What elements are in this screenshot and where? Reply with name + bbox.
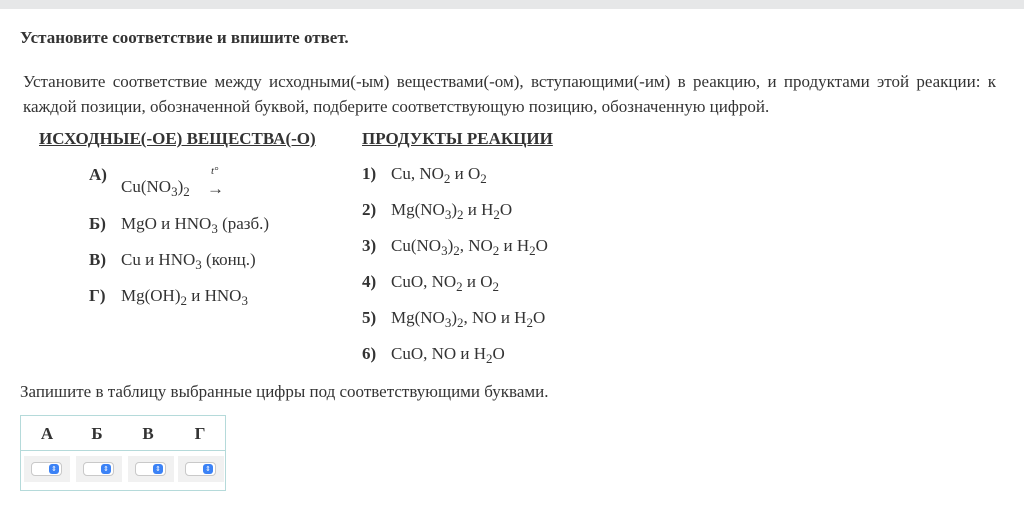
answer-header-v: В [142, 424, 154, 443]
product-formula [391, 308, 545, 328]
formula-sub: 2 [457, 207, 464, 222]
reactant-formula [121, 250, 256, 270]
formula-part: ) [451, 200, 458, 219]
answer-select-g[interactable] [185, 462, 216, 476]
formula-part: , NO и H [463, 308, 527, 327]
formula-part: и O [462, 272, 493, 291]
product-formula [391, 236, 548, 256]
task-text: Установите соответствие между исходными(-ым) веществами(-ом), вступающими(-им) в реакцию, и продуктами этой реакции: к каждой позиции, обозначенной буквой, подберите соответствующую позицию, обозначенную цифрой. [23, 72, 996, 116]
formula-part: Cu и HNO [121, 250, 196, 269]
reactant-formula [121, 286, 248, 306]
answer-cell-b [76, 456, 122, 482]
formula-part: и H [499, 236, 530, 255]
answer-instruction: Запишите в таблицу выбранные цифры под соответствующими буквами. [20, 382, 549, 401]
answer-select-a[interactable] [31, 462, 62, 476]
formula-sub: 3 [195, 257, 202, 272]
formula-part: CuO, NO и H [391, 344, 487, 363]
formula-part: Cu(NO [391, 236, 442, 255]
formula-sub: 2 [183, 184, 190, 199]
task-title: Установите соответствие и впишите ответ. [20, 28, 349, 47]
formula-part: O [535, 236, 548, 255]
formula-part: O [532, 308, 546, 327]
formula-part: Cu(NO [121, 177, 172, 196]
formula-sub: 2 [443, 171, 451, 186]
formula-sub: 2 [456, 279, 463, 294]
up-down-chevron-icon: ⇕ [49, 464, 59, 474]
reactant-formula [121, 214, 269, 234]
formula-part: и HNO [187, 286, 242, 305]
product-formula [391, 344, 505, 364]
answer-table-header-row [21, 416, 225, 451]
formula-part: (разб.) [217, 214, 270, 233]
reactant-key: А) [89, 165, 107, 184]
product-formula [391, 200, 512, 220]
product-key: 2) [362, 200, 377, 219]
reactants-header: ИСХОДНЫЕ(-ОЕ) ВЕЩЕСТВА(-О) [39, 129, 316, 148]
formula-part: Mg(OH) [121, 286, 181, 305]
answer-header-g: Г [194, 424, 206, 443]
reactant-key: Б) [89, 214, 106, 233]
formula-sub: 2 [480, 171, 487, 186]
formula-sub: 2 [529, 243, 536, 258]
product-key: 3) [362, 236, 377, 255]
formula-sub: 3 [441, 243, 448, 258]
formula-part: и O [450, 164, 481, 183]
formula-sub: 3 [241, 293, 248, 308]
formula-part: , NO [459, 236, 493, 255]
product-key: 1) [362, 164, 377, 183]
reactant-formula [121, 165, 224, 199]
formula-sub: 2 [526, 315, 533, 330]
reactant-key: В) [89, 250, 106, 269]
answer-select-b[interactable] [83, 462, 114, 476]
answer-cell-v [128, 456, 174, 482]
up-down-chevron-icon: ⇕ [153, 464, 163, 474]
formula-part: Mg(NO [391, 200, 445, 219]
formula-sub: 2 [493, 207, 500, 222]
formula-sub: 2 [453, 243, 460, 258]
formula-part: Cu, NO [391, 164, 444, 183]
formula-part: ) [451, 308, 458, 327]
products-header: ПРОДУКТЫ РЕАКЦИИ [362, 129, 553, 148]
formula-part: Mg(NO [391, 308, 445, 327]
formula-sub: 2 [492, 279, 500, 294]
formula-part: и H [463, 200, 494, 219]
top-bar [0, 0, 1024, 9]
formula-sub: 2 [492, 243, 500, 258]
formula-part: ) [177, 177, 184, 196]
up-down-chevron-icon: ⇕ [101, 464, 111, 474]
formula-sub: 3 [444, 315, 452, 330]
answer-header-a: А [40, 424, 54, 443]
formula-sub: 3 [171, 184, 178, 199]
product-key: 5) [362, 308, 377, 327]
product-formula [391, 164, 487, 184]
formula-part: ) [447, 236, 454, 255]
product-key: 4) [362, 272, 377, 291]
product-formula [391, 272, 499, 292]
formula-sub: 3 [444, 207, 452, 222]
answer-cell-g [178, 456, 224, 482]
formula-sub: 2 [457, 315, 464, 330]
reaction-arrow: → [207, 179, 224, 198]
answer-header-b: Б [91, 424, 103, 443]
temperature-label: t° [211, 165, 219, 177]
answer-select-v[interactable] [135, 462, 166, 476]
formula-part: CuO, NO [391, 272, 457, 291]
formula-part: O [499, 200, 513, 219]
answer-cell-a [24, 456, 70, 482]
formula-part: MgO и HNO [121, 214, 212, 233]
formula-sub: 2 [486, 351, 493, 366]
formula-part: O [492, 344, 505, 363]
up-down-chevron-icon: ⇕ [203, 464, 213, 474]
formula-sub: 3 [211, 221, 218, 236]
answer-table [20, 415, 226, 491]
reactant-key: Г) [89, 286, 106, 305]
product-key: 6) [362, 344, 377, 363]
formula-sub: 2 [180, 293, 187, 308]
formula-part: (конц.) [201, 250, 256, 269]
